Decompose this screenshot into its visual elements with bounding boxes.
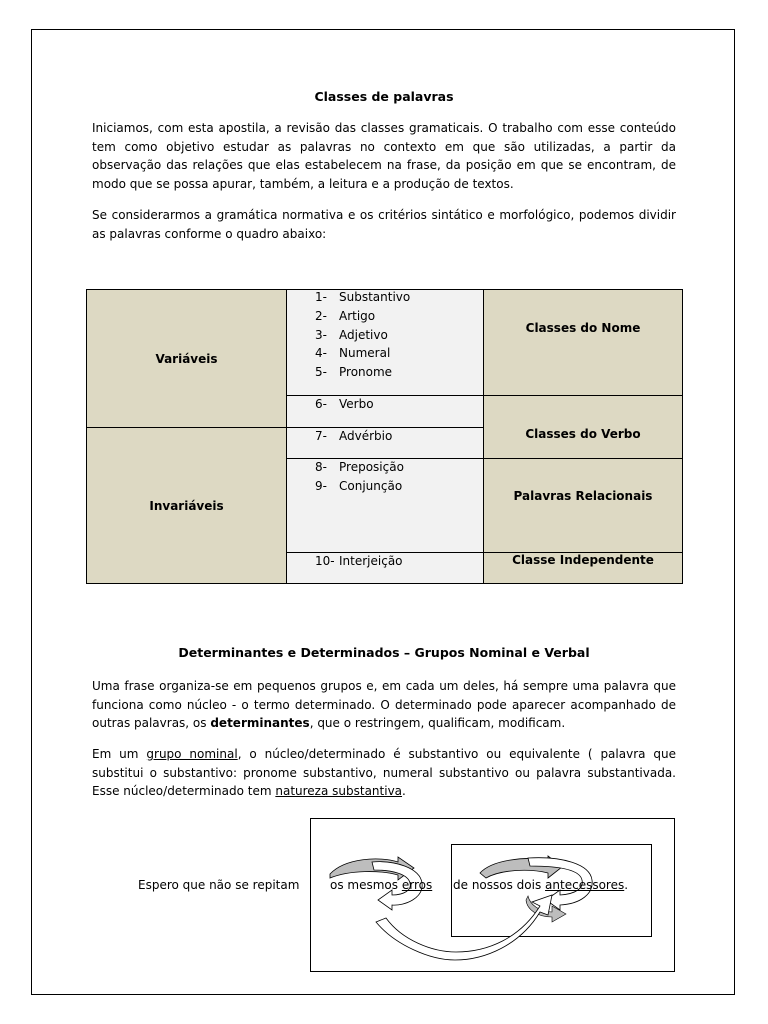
category-variaveis-label: Variáveis	[155, 351, 218, 366]
list-item: 9- Conjunção	[315, 479, 403, 493]
list-item: 5- Pronome	[315, 365, 393, 379]
diagram-text-2: os mesmos erros	[330, 878, 433, 892]
diagram-text-3: de nossos dois antecessores.	[453, 878, 629, 892]
class-relacionais-label: Palavras Relacionais	[513, 489, 653, 503]
page-title: Classes de palavras	[314, 89, 454, 104]
list-item: 4- Numeral	[315, 346, 391, 360]
intro-paragraph-2: Se considerarmos a gramática normativa e os critérios sintático e morfológico, podemos dividir as palavras conforme o quadro abaixo:	[92, 208, 676, 241]
intro-paragraph-1: Iniciamos, com esta apostila, a revisão das classes gramaticais. O trabalho com esse conteúdo tem como objetivo estudar as palavras no contexto em que são utilizadas, a partir da observação das relações que elas estabelecem na frase, da posição em que se encontram, de modo que se possa apurar, também, a leitura e a produção de textos.	[92, 121, 676, 191]
section2-paragraph-2: Em um grupo nominal, o núcleo/determinado é substantivo ou equivalente ( palavra que substitui o substantivo: pronome substantivo, numeral substantivo ou palavra substantivada. Esse núcleo/determinado tem natureza substantiva.	[92, 747, 676, 798]
curved-arrow-big-icon	[376, 895, 552, 960]
section-title: Determinantes e Determinados – Grupos Nominal e Verbal	[178, 645, 590, 660]
class-independente-label: Classe Independente	[512, 553, 654, 567]
list-item: 1- Substantivo	[315, 290, 411, 304]
list-item: 2- Artigo	[315, 309, 376, 323]
class-nome-label: Classes do Nome	[525, 321, 641, 335]
list-item: 6- Verbo	[315, 397, 374, 411]
category-invariaveis-label: Invariáveis	[149, 498, 224, 513]
list-item: 8- Preposição	[315, 460, 404, 474]
list-item: 10- Interjeição	[315, 554, 403, 568]
section2-paragraph-1: Uma frase organiza-se em pequenos grupos e, em cada um deles, há sempre uma palavra que funciona como núcleo - o termo determinado. O determinado pode aparecer acompanhado de outras palavras, os determinantes, que o restringem, qualificam, modificam.	[92, 679, 676, 730]
class-verbo-label: Classes do Verbo	[525, 427, 641, 441]
list-item: 7- Advérbio	[315, 429, 393, 443]
diagram-text-1: Espero que não se repitam	[138, 878, 300, 892]
list-item: 3- Adjetivo	[315, 328, 388, 342]
